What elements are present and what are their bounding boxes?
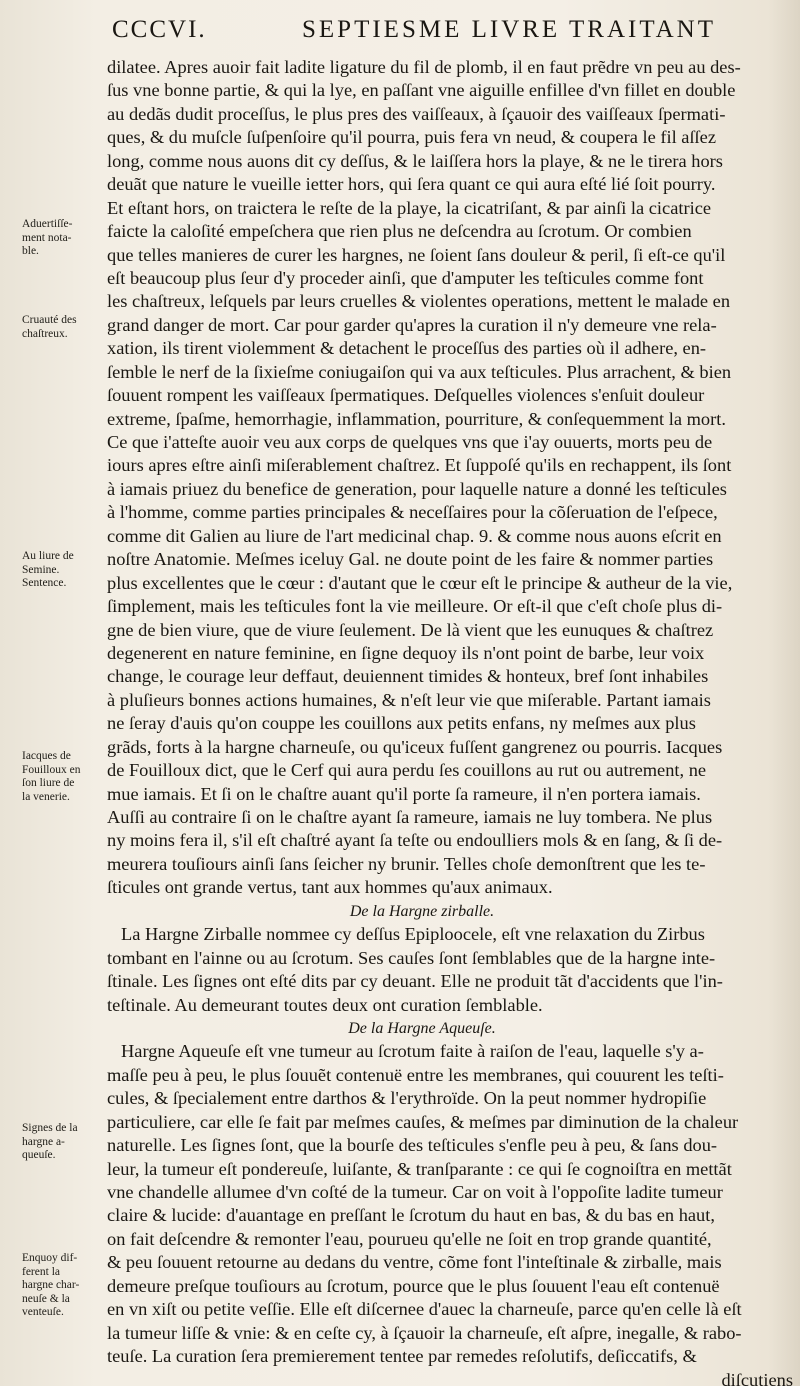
page-header (112, 16, 716, 52)
margin-note-cruaute (22, 314, 106, 341)
text-line: ſticules ont grande vertus, tant aux hommes qu'aux animaux. (107, 877, 553, 898)
text-line: Et eſtant hors, on traictera le reſte de la playe, la cicatriſant, & par ainſi la cicatrice (107, 197, 712, 218)
margin-note-line: chaſtreux. (22, 327, 68, 340)
text-line: diſcutiens (721, 1369, 793, 1386)
text-line: à l'homme, comme parties principales & neceſſaires pour la cõſeruation de l'eſpece, (107, 502, 718, 523)
text-line: maſſe peu à peu, le plus ſouuẽt contenuë entre les membranes, qui couurent les teſti- (107, 1064, 724, 1085)
text-line: plus excellentes que le cœur : d'autant que le cœur eſt le principe & autheur de la vie, (107, 572, 733, 593)
text-line: demeure preſque touſiours au ſcrotum, pource que le plus ſouuent l'eau eſt contenuë (107, 1275, 720, 1296)
margin-note-line: ferent la (22, 1265, 60, 1278)
text-line: claire & lucide: d'auantage en preſſant le ſcrotum du haut en bas, & du bas en haut, (107, 1205, 715, 1226)
text-line: les chaſtreux, leſquels par leurs cruelles & violentes operations, mettent le malade en (107, 291, 731, 312)
text-line: ſtinale. Les ſignes ont eſté dits par cy deuant. Elle ne produit tãt d'accidents que l'in- (107, 971, 723, 992)
text-line: ſemble le nerf de la ſixieſme coniugaiſon qui va aux teſticules. Plus arrachent, & bien (107, 361, 732, 382)
text-line: long, comme nous auons dit cy deſſus, & le laiſſera hors la playe, & ne le tirera hors (107, 150, 723, 171)
text-line: comme dit Galien au liure de l'art medicinal chap. 9. & comme nous auons eſcrit en (107, 525, 722, 546)
text-line: en vn xiſt ou petite veſſie. Elle eſt diſcernee d'auec la charneuſe, parce qu'en celle là eſt (107, 1299, 742, 1320)
text-line: de Fouilloux dict, que le Cerf qui aura perdu ſes couillons au rut ou autrement, ne (107, 760, 707, 781)
text-line: que telles manieres de curer les hargnes, ne ſoient ſans douleur & peril, ſi eſt-ce qu'il (107, 244, 726, 265)
text-line: eſt beaucoup plus ſeur d'y proceder ainſi, que d'amputer les teſticules comme font (107, 267, 704, 288)
margin-note-line: Iacques de (22, 750, 71, 762)
text-line: degenerent en nature feminine, en ſigne dequoy ils n'ont point de barbe, leur voix (107, 642, 705, 663)
text-line: meurera touſiours ainſi ſans ſeicher ny brunir. Telles choſe demonſtrent que les te- (107, 853, 706, 874)
margin-note-line: ment nota- (22, 231, 72, 244)
margin-note-line: Enquoy dif- (22, 1252, 78, 1264)
margin-note-line: queuſe. (22, 1149, 56, 1161)
text-line: au dedãs dudit proceſſus, le plus pres des vaiſſeaux, à ſçauoir des vaiſſeaux ſpermati- (107, 103, 726, 124)
text-line: naturelle. Les ſignes ſont, que la bourſe des teſticules s'enfle peu à peu, & ſans dou- (107, 1135, 718, 1156)
margin-note-aduertissement (22, 218, 106, 259)
margin-note-line: Signes de la (22, 1122, 78, 1134)
text-line: xation, ils tirent violemment & detachent le proceſſus des parties où il adhere, en- (107, 338, 707, 359)
margin-note-line: hargne char- (22, 1279, 80, 1291)
text-line: deuãt que nature le vueille ietter hors, qui ſera quant ce qui aura eſté lié ſoit pourry. (107, 174, 716, 195)
margin-note-line: hargne a- (22, 1135, 65, 1148)
margin-note-enquoy (22, 1252, 106, 1320)
text-line: tombant en l'ainne ou au ſcrotum. Ses cauſes ſont ſemblables que de la hargne inte- (107, 947, 716, 968)
text-line: à iamais priuez du benefice de generation, pour laquelle nature a donné les teſticules (107, 478, 727, 499)
text-line: teſtinale. Au demeurant toutes deux ont curation ſemblable. (107, 994, 543, 1015)
margin-note-line: Au liure de (22, 550, 74, 562)
text-line: & peu ſouuent retourne au dedans du ventre, cõme font l'inteſtinale & zirballe, mais (107, 1252, 722, 1273)
margin-note-line: ſon liure de (22, 777, 75, 789)
folio-number: CCCVI. (112, 16, 207, 43)
section-heading-zirballe: De la Hargne zirballe. (349, 902, 495, 920)
text-line: particuliere, car elle ſe fait par meſmes cauſes, & meſmes par diminution de la chaleur (107, 1111, 739, 1132)
margin-note-au-liure (22, 550, 106, 591)
text-line: ſouuent rompent les vaiſſeaux ſpermatiques. Deſquelles violences s'enſuit douleur (107, 385, 705, 406)
text-line: vne chandelle allumee d'vn coſté de la tumeur. Car on voit à l'oppoſite ladite tumeur (107, 1182, 723, 1202)
text-line: Hargne Aqueuſe eſt vne tumeur au ſcrotum faite à raiſon de l'eau, laquelle s'y a- (121, 1041, 704, 1062)
text-line: ſus vne bonne partie, & qui la lye, en paſſant vne aiguille enfillee d'vn fillet en double (107, 80, 736, 101)
margin-note-line: la venerie. (22, 790, 70, 803)
text-line: dilatee. Apres auoir fait ladite ligature du fil de plomb, il en faut prẽdre vn peu au des- (107, 57, 741, 77)
text-line: ne ſeray d'auis qu'on couppe les couillons aux petits enfans, ny meſmes aux plus (107, 713, 696, 734)
section-heading-aqueuse: De la Hargne Aqueuſe. (348, 1019, 496, 1037)
margin-note-line: neuſe & la (22, 1292, 70, 1305)
text-line: La Hargne Zirballe nommee cy deſſus Epiploocele, eſt vne relaxation du Zirbus (121, 924, 705, 945)
running-title: SEPTIESME LIVRE TRAITANT (302, 16, 716, 43)
text-line: grãds, forts à la hargne charneuſe, ou qu'iceux fuſſent gangrenez ou pourris. Iacques (107, 736, 723, 757)
text-line: gne de bien viure, que de viure ſeulement. De là vient que les eunuques & chaſtrez (107, 619, 714, 640)
text-line: Ce que i'atteſte auoir veu aux corps de quelques vns que i'ay ouuerts, morts peu de (107, 432, 713, 452)
text-line: faicte la caloſité empeſchera que rien plus ne deſcendra au ſcrotum. Or combien (107, 221, 692, 242)
text-line: ny moins fera il, s'il eſt chaſtré ayant ſa teſte ou endoulliers mols & en ſang, & ſi de- (107, 830, 723, 851)
text-line: cules, & ſpecialement entre darthos & l'erythroïde. On la peut nommer hydropiſie (107, 1088, 707, 1109)
text-line: à pluſieurs bonnes actions humaines, & n'eſt leur vie que miſerable. Partant iamais (107, 689, 711, 710)
margin-note-line: ble. (22, 245, 39, 257)
margin-note-line: Sentence. (22, 577, 67, 589)
text-line: ſimplement, mais les teſticules font la vie meilleure. Or eſt-il que c'eſt choſe plus di- (107, 596, 723, 617)
margin-note-line: Fouilloux en (22, 763, 81, 776)
text-line: iours apres eſtre ainſi miſerablement chaſtrez. Et ſuppoſé qu'ils en rechappent, ils ſont (107, 455, 732, 476)
main-text (107, 56, 797, 1386)
margin-note-line: Semine. (22, 563, 60, 576)
text-line: extreme, ſpaſme, hemorrhagie, inflammation, pourriture, & conſequemment la mort. (107, 408, 726, 429)
text-line: la tumeur liſſe & vnie: & en ceſte cy, à ſçauoir la charneuſe, eſt aſpre, inegalle, & rabo- (107, 1322, 742, 1343)
margin-note-signes (22, 1122, 106, 1163)
text-line: grand danger de mort. Car pour garder qu'apres la curation il n'y demeure vne rela- (107, 314, 717, 335)
margin-note-line: Aduertiſſe- (22, 218, 73, 230)
text-line: Auſſi au contraire ſi on le chaſtre ayant ſa rameure, iamais ne luy tombera. Ne plus (107, 807, 713, 827)
text-line: teuſe. La curation ſera premierement tentee par remedes reſolutifs, deſiccatifs, & (107, 1346, 697, 1367)
text-line: noſtre Anatomie. Meſmes iceluy Gal. ne doute point de les faire & nommer parties (107, 549, 714, 570)
margin-note-line: venteuſe. (22, 1306, 64, 1318)
margin-note-iacques (22, 750, 106, 804)
margin-note-line: Cruauté des (22, 314, 77, 326)
text-line: change, le courage leur deffaut, deuiennent timides & honteux, bref ſont inhabiles (107, 666, 709, 687)
text-line: ques, & du muſcle ſuſpenſoire qu'il pourra, puis fera vn neud, & coupera le fil aſſez (107, 127, 716, 148)
text-line: mue iamais. Et ſi on le chaſtre auant qu'il porte ſa rameure, il n'en portera iamais. (107, 783, 701, 804)
text-line: leur, la tumeur eſt pondereuſe, luiſante, & tranſparante : ce qui ſe cognoiſtra en mettãt (107, 1158, 732, 1179)
text-line: on fait deſcendre & remonter l'eau, pourueu qu'elle ne ſoit en trop grande quantité, (107, 1228, 712, 1249)
